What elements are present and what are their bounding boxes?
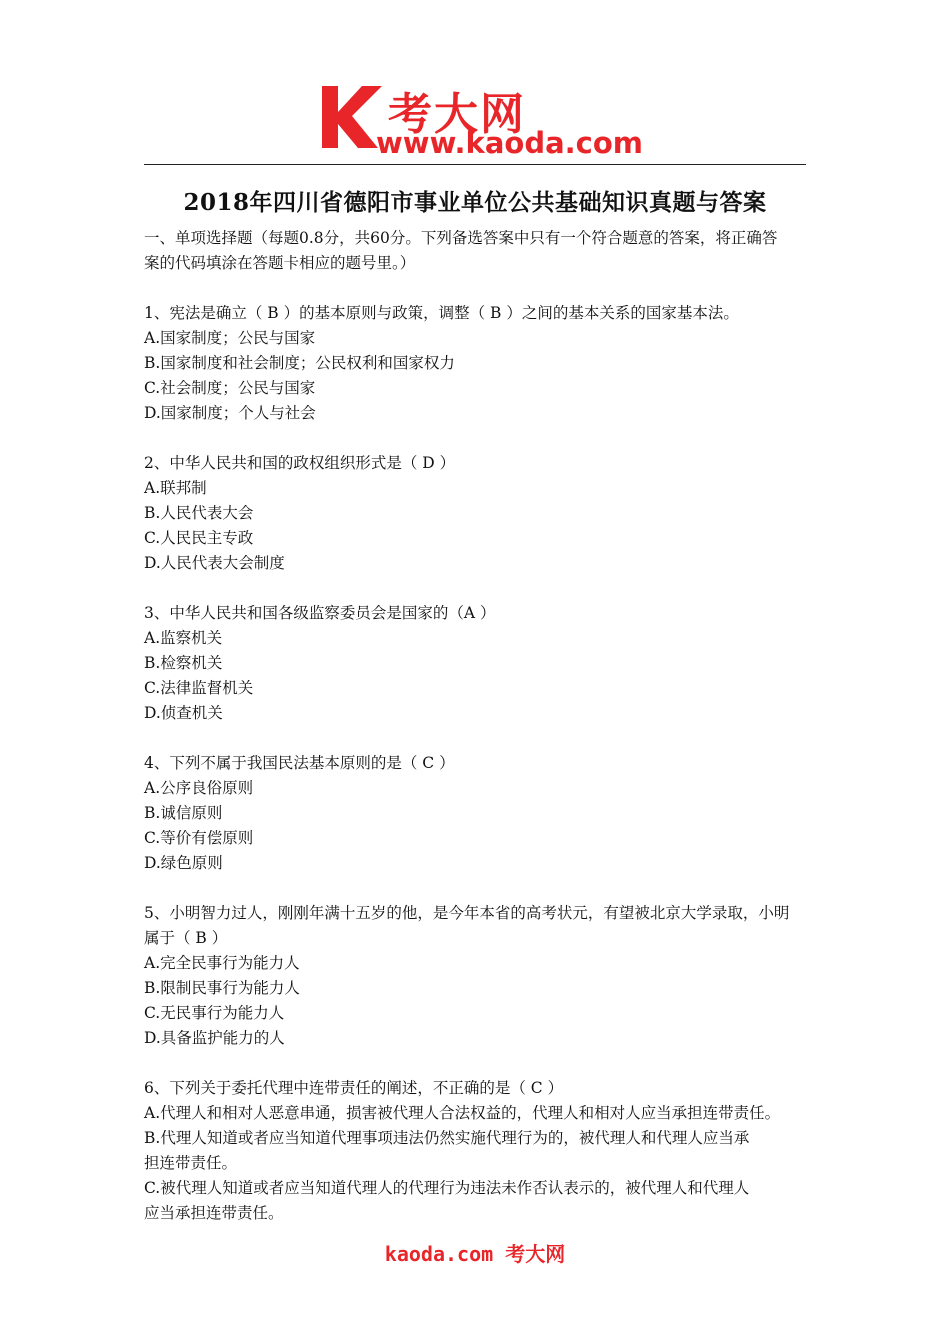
option-d: D.绿色原则	[144, 854, 223, 872]
option-b: B.国家制度和社会制度；公民权利和国家权力	[144, 354, 455, 372]
option-c: C.无民事行为能力人	[144, 1004, 285, 1022]
option-a: A.完全民事行为能力人	[144, 954, 300, 972]
logo-url-text: www.kaoda.com	[376, 126, 643, 160]
option-b: B.代理人知道或者应当知道代理事项违法仍然实施代理行为的，被代理人和代理人应当承	[144, 1129, 750, 1147]
option-b: B.限制民事行为能力人	[144, 979, 300, 997]
question-5	[144, 901, 824, 1051]
question-stem: 5、小明智力过人，刚刚年满十五岁的他，是今年本省的高考状元，有望被北京大学录取，小明	[144, 904, 790, 922]
document-title: 2018年四川省德阳市事业单位公共基础知识真题与答案	[183, 189, 767, 216]
option-d: D.国家制度；个人与社会	[144, 404, 316, 422]
option-d: D.具备监护能力的人	[144, 1029, 285, 1047]
question-6	[144, 1076, 824, 1226]
option-b: B.诚信原则	[144, 804, 223, 822]
option-b: B.人民代表大会	[144, 504, 254, 522]
option-b: B.检察机关	[144, 654, 223, 672]
option-a: A.国家制度；公民与国家	[144, 329, 316, 347]
intro-line: 一、单项选择题（每题0.8分，共60分。下列备选答案中只有一个符合题意的答案，将正确答	[144, 229, 778, 247]
option-c: C.法律监督机关	[144, 679, 254, 697]
question-stem: 4、下列不属于我国民法基本原则的是（ C ）	[144, 754, 455, 772]
intro-line: 案的代码填涂在答题卡相应的题号里。）	[144, 254, 416, 272]
question-stem: 3、中华人民共和国各级监察委员会是国家的（A ）	[144, 604, 496, 622]
option-b-cont: 担连带责任。	[144, 1154, 238, 1172]
section-intro	[144, 226, 824, 276]
question-4	[144, 751, 824, 876]
option-c-cont: 应当承担连带责任。	[144, 1204, 284, 1222]
option-d: D.侦查机关	[144, 704, 223, 722]
option-c: C.人民民主专政	[144, 529, 254, 547]
question-3	[144, 601, 824, 726]
option-c: C.等价有偿原则	[144, 829, 254, 847]
question-stem-cont: 属于（ B ）	[144, 929, 228, 947]
option-a: A.监察机关	[144, 629, 223, 647]
option-a: A.联邦制	[144, 479, 207, 497]
header-divider	[144, 164, 806, 165]
kaoda-logo[interactable]	[318, 82, 643, 160]
document-body	[144, 226, 824, 1226]
page-header	[0, 0, 950, 166]
logo-chinese-text: 考大网	[388, 89, 526, 140]
option-a: A.代理人和相对人恶意串通，损害被代理人合法权益的，代理人和相对人应当承担连带责任。	[144, 1104, 781, 1122]
option-c: C.被代理人知道或者应当知道代理人的代理行为违法未作否认表示的，被代理人和代理人	[144, 1179, 750, 1197]
question-stem: 6、下列关于委托代理中连带责任的阐述，不正确的是（ C ）	[144, 1079, 564, 1097]
question-stem: 1、宪法是确立（ B ）的基本原则与政策，调整（ B ）之间的基本关系的国家基本法。	[144, 304, 739, 322]
question-2	[144, 451, 824, 576]
question-stem: 2、中华人民共和国的政权组织形式是（ D ）	[144, 454, 456, 472]
question-1	[144, 301, 824, 426]
option-a: A.公序良俗原则	[144, 779, 254, 797]
option-c: C.社会制度；公民与国家	[144, 379, 316, 397]
option-d: D.人民代表大会制度	[144, 554, 285, 572]
footer-link[interactable]: kaoda.com 考大网	[384, 1242, 566, 1266]
